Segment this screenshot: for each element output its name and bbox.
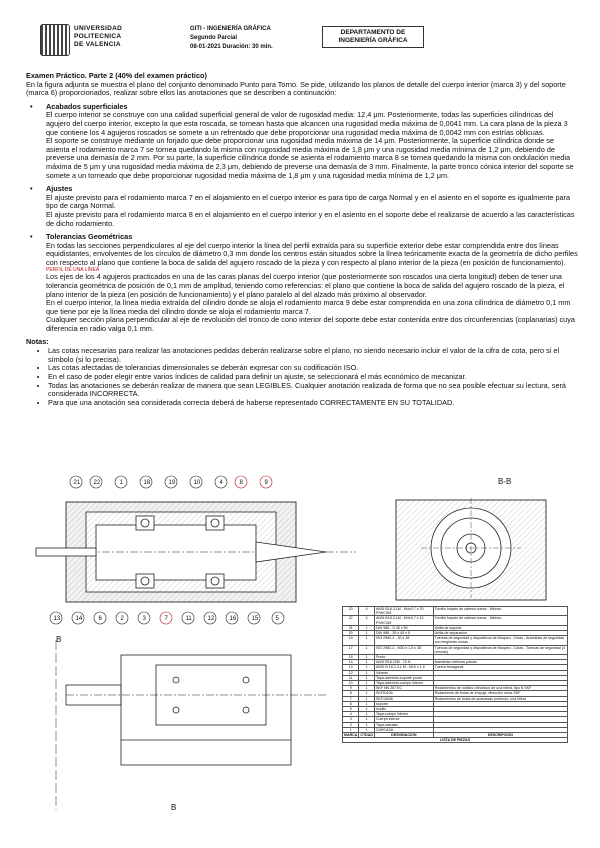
bom-cell: 12	[343, 670, 359, 675]
balloon-label: 3	[142, 616, 146, 622]
bom-cell: Tornillo forjado de cabeza hueca - Métrico	[433, 616, 567, 625]
section-paragraph: Los ejes de los 4 agujeros practicados en una de las caras planas del cuerpo interior (que posteriormente son roscados una cierta longitud) deben de tener una tolerancia geométrica de posición de 0,1 mm de amplitud, teniendo como referencias: el plano que contiene la boca de salida del agujero roscado de la pieza, el plano interior de la pieza (en posición de funcionamiento) y el plano paralelo al del alzado más próximo al observador.	[46, 272, 565, 299]
bom-cell: Punto	[374, 655, 433, 660]
bom-row	[343, 636, 568, 645]
bom-cell: 1	[359, 681, 375, 686]
note-item: • Para que una anotación sea considerada correcta deberá de haberse representado CORRECTAMENTE EN SU TOTALIDAD.	[48, 399, 578, 408]
bom-cell: Tornillo forjado de cabeza hueca - Métrico	[433, 607, 567, 616]
bom-cell: 14	[343, 660, 359, 665]
bom-cell: SKF16006	[374, 696, 433, 701]
bom-cell: 9	[343, 686, 359, 691]
upv-logo	[40, 22, 150, 56]
bom-footer-row	[343, 738, 568, 743]
bom-cell: 3	[343, 717, 359, 722]
section-title: Acabados superficiales	[46, 101, 128, 111]
section-title: Tolerancias Geométricas	[46, 232, 133, 242]
bullet-icon: •	[30, 184, 33, 194]
handwritten-profile-note: PERFIL DE UNA LÍNEA	[46, 267, 100, 274]
bom-header-cell: DESIGNACION	[374, 733, 433, 738]
bom-cell: 17	[343, 645, 359, 654]
bom-cell: husillo	[374, 707, 433, 712]
section-paragraph: En todas las secciones perpendiculares al eje del cuerpo interior la línea del perfil extraída para su superficie exterior debe estar comprendida entre dos líneas equidistantes, envolventes de los círculos de diámetro 0,3 mm donde los centros están situados sobre la línea teóricamente exacta de la geometría de dicho perfiles con respecto al plano que contiene la boca de salida del agujero roscado de la pieza y con respecto al plano interior de la pieza (en posición de funcionamiento).	[46, 240, 578, 267]
balloon-label: 12	[207, 616, 215, 622]
university-line-2: POLITECNICA	[74, 33, 122, 40]
bom-cell: 1	[359, 717, 375, 722]
section-marker-top: B	[56, 635, 62, 644]
bom-cell: Tuercas de seguridad y dispositivos de bloqueo - Cotas - Tuercas de seguridad (4 renuras)	[433, 645, 567, 654]
upv-seal-icon	[40, 24, 70, 56]
bom-cell: 1	[359, 675, 375, 680]
bom-cell: Anilla de soporte	[433, 625, 567, 630]
balloon-label: 14	[75, 616, 83, 622]
bom-cell: 22	[343, 616, 359, 625]
bom-cell: 19	[343, 636, 359, 645]
bom-cell: 1	[359, 625, 375, 630]
department-line-1: DEPARTAMENTO DE	[340, 29, 406, 36]
department-line-2: INGENIERÍA GRÁFICA	[338, 37, 408, 44]
bom-cell: Tuerca hexagonal	[433, 665, 567, 670]
notes-list	[26, 347, 578, 407]
bom-cell: ANSI B18.22M - 10 N	[374, 660, 433, 665]
bom-cell: 23	[343, 607, 359, 616]
section-fits	[26, 185, 578, 228]
bom-cell: 1	[359, 712, 375, 717]
exam-intro: En la figura adjunta se muestra el plano del conjunto denominado Punto para Torno. Se pide, utilizando los planos de detalle del cuerpo interior (marca 3) y del soporte (marca 6) proporcionados, realizar sobre ellos las anotaciones que se describen a continuación:	[26, 79, 566, 98]
bom-cell: 1	[359, 636, 375, 645]
balloon-group-bottom	[50, 612, 284, 624]
balloon-label: 9	[264, 480, 268, 486]
bom-cell: DIN 988 - 35 x 45 x 5	[374, 631, 433, 636]
bom-cell: 13	[343, 665, 359, 670]
bom-cell: SKF NN 287 EC	[374, 686, 433, 691]
balloon-label: 15	[251, 616, 259, 622]
bom-cell: 1	[359, 686, 375, 691]
bom-cell: 1	[359, 696, 375, 701]
bom-cell: Anilla de separación	[433, 631, 567, 636]
note-item: • Todas las anotaciones se deberán realizar de manera que sean LEGIBLES. Cualquier anotación realizada de forma que no sea posible efectuar su lectura, será considerada INCORRECTA.	[48, 382, 578, 399]
note-item: • Las cotas necesarias para realizar las anotaciones pedidas deberán realizarse sobre el plano, no siendo necesario incluir el valor de la cifra de cota, pero si el símbolo (si lo precisa).	[48, 347, 578, 364]
bom-header-cell: CTDAD	[360, 733, 373, 738]
bom-cell: Tapa-laberinto-cuerpo interior	[374, 681, 433, 686]
bom-cell: 1	[359, 701, 375, 706]
bom-cell: 1	[359, 707, 375, 712]
section-paragraph: El ajuste previsto para el rodamiento marca 8 en el alojamiento en el cuerpo interior y en el asiento en el soporte debe el realizarse de acuerdo a las características de dicho rodamiento.	[46, 209, 575, 228]
bom-header-cell: MARCA	[344, 733, 358, 738]
balloon-label: 1	[119, 480, 123, 486]
bom-table	[342, 606, 568, 743]
bom-cell: soporte	[374, 701, 433, 706]
bom-cell: 4	[359, 616, 375, 625]
bom-cell: CARCASA	[374, 727, 433, 732]
view-label: B-B	[498, 477, 512, 486]
section-surface-finish	[26, 103, 578, 180]
section-geometric-tolerances	[26, 233, 578, 334]
section-paragraph: El ajuste previsto para el rodamiento marca 7 en el alojamiento en el cuerpo interior es para tipo de carga Normal y en el asiento en el soporte es igualmente para tipo de carga Normal.	[46, 192, 571, 211]
course-name: GITI - INGENIERÍA GRÁFICA	[190, 26, 271, 32]
balloon-label: 16	[229, 616, 237, 622]
section-paragraph: En el cuerpo interior, la línea media extraída del cilindro donde se aloja el rodamiento marca 9 debe estar comprendida en una zona cilíndrica de diámetro 0,1 mm que tiene por eje la línea media del cilindro donde se aloja el rodamiento marca 7.	[46, 298, 571, 316]
balloon-label: 18	[143, 480, 151, 486]
balloon-label: 11	[185, 616, 192, 622]
bom-cell: 1	[359, 665, 375, 670]
balloon-label: 21	[73, 480, 81, 486]
bom-cell: 10	[343, 681, 359, 686]
bom-row	[343, 616, 568, 625]
section-title: Ajustes	[46, 184, 73, 194]
bom-cell: 11	[343, 675, 359, 680]
notes-title: Notas:	[26, 336, 49, 346]
bom-cell: Volante	[374, 670, 433, 675]
bom-cell: arandelas métricas planas	[433, 660, 567, 665]
exam-date: 08-01-2021 Duración: 30 min.	[190, 44, 273, 50]
bom-cell: 1	[359, 691, 375, 696]
bom-cell: 4	[343, 712, 359, 717]
exam-title: Examen Práctico. Parte 2 (40% del examen práctico)	[26, 71, 207, 80]
bom-cell: 8	[343, 691, 359, 696]
front-view	[56, 640, 326, 810]
bom-cell: 15	[343, 655, 359, 660]
bom-cell: Rodamientos de rodillos cilíndricos de una hilera, tipo N SKF	[433, 686, 567, 691]
bullet-icon: •	[30, 101, 33, 111]
bom-cell: DIN 988 - S 45 x 55	[374, 625, 433, 630]
balloon-label: 6	[98, 616, 102, 622]
balloon-label: 19	[168, 480, 176, 486]
university-line-1: UNIVERSIDAD	[74, 25, 123, 32]
balloon-label: 10	[193, 480, 201, 486]
bom-cell: SKF51106	[374, 691, 433, 696]
exam-name: Segundo Parcial	[190, 35, 238, 41]
bom-cell: Tuercas de seguridad y dispositivos de bloqueo - Cotas - Arandelas de seguridad con lengüetas rectas	[433, 636, 567, 645]
department-box	[322, 26, 424, 48]
balloon-label: 22	[93, 480, 101, 486]
balloon-label: 7	[164, 616, 168, 622]
balloon-label: 8	[239, 480, 243, 486]
bom-cell: 1	[359, 655, 375, 660]
course-info	[190, 25, 273, 52]
balloon-group-top	[70, 476, 272, 488]
bom-cell: 4	[359, 607, 375, 616]
section-marker-bottom: B	[171, 803, 177, 812]
bom-row	[343, 607, 568, 616]
section-paragraph: El soporte se construye mediante un forjado que debe proporcionar una rugosidad media máxima de 14 μm. Posteriormente, la superficie cilíndrica donde se asienta el rodamiento marca 7 se tornea quedando la misma con rugosidad media máxima de 1,8 μm y una rugosidad media mínima de 1,2 μm, debiendo de preverse una demasía de 2 mm. Por su parte, la superficie cilíndrica donde se asienta el rodamiento marca 8 se tornea quedando la misma con ondulación media máxima de 5 μm y una rugosidad media máxima de 2,3 μm, debiendo de preverse una demasía de 3 mm. Finalmente, la parte tronco cónica interior del soporte se somete a un torneado que debe proporcionar rugosidad media máxima de 1,8 μm y una rugosidad media mínima de 1,2 μm.	[46, 136, 574, 180]
bullet-icon: •	[30, 232, 33, 242]
bom-cell: ANSI B18.3.1M - M4x0,7 x 20, PSHCSM	[374, 607, 433, 616]
balloon-label: 2	[120, 616, 124, 622]
balloon-label: 13	[53, 616, 61, 622]
bom-row	[343, 645, 568, 654]
bom-cell: ISO 2982-2 - M30 x 1,5 x 38	[374, 645, 433, 654]
bom-cell: Rodamiento de bolas de empuje, dirección única SKF	[433, 691, 567, 696]
bom-cell: 20	[343, 631, 359, 636]
bom-cell: 7	[343, 696, 359, 701]
bom-cell: 5	[343, 707, 359, 712]
bom-cell: 21	[343, 625, 359, 630]
bom-cell: ANSI B 18.2.4.1 M - M10 x 1,5	[374, 665, 433, 670]
bom-cell: ANSI B18.3.1M - M4x0,7 x 12, PSHCSM	[374, 616, 433, 625]
note-item: • En el caso de poder elegir entre varios índices de calidad para definir un ajuste, se seleccionará el más económico de mecanizar.	[48, 373, 578, 382]
bom-cell: 1	[359, 631, 375, 636]
section-paragraph: El cuerpo interior se construye con una calidad superficial general de valor de rugosidad media: 12,4 μm. Posteriormente, todas las superficies cilíndricas del agujero del cuerpo interior, excepto la que esta roscada, se tornean hasta que alcancen una rugosidad media máxima de 0,0041 mm. La cara plana de la pieza 3 que contiene los 4 agujeros roscados se somete a un refrentado que debe proporcionar una rugosidad media máxima de 0,0042 mm con estrías oblicuas.	[46, 110, 568, 137]
bom-cell: Cuerpo interior	[374, 717, 433, 722]
exam-body	[26, 72, 578, 407]
bom-cell: 1	[359, 660, 375, 665]
university-line-3: DE VALENCIA	[74, 41, 121, 48]
bom-cell: 6	[343, 701, 359, 706]
bom-footer: LISTA DE PIEZAS	[343, 738, 568, 743]
section-view	[36, 502, 356, 602]
balloon-label: 5	[275, 616, 279, 622]
bom-cell: Tapa-laberinto-soporte punto	[374, 675, 433, 680]
bom-cell: Tapa-carcasa	[374, 722, 433, 727]
bom-cell: 1	[359, 670, 375, 675]
bom-cell: ISO 2982-2 - 30 x 38	[374, 636, 433, 645]
bom-cell: 1	[359, 645, 375, 654]
side-view	[396, 498, 546, 600]
note-item: • Las cotas afectadas de tolerancias dimensionales se deberán expresar con su codificación ISO.	[48, 364, 578, 373]
bom-cell: 1	[343, 727, 359, 732]
balloon-label: 4	[219, 480, 223, 486]
university-name	[74, 25, 122, 49]
bom-cell: Rodamientos de bolas de acanalado profundo, una hilera	[433, 696, 567, 701]
bom-cell: 2	[343, 722, 359, 727]
bom-header-cell: DESCRIPCIÓN	[433, 733, 567, 738]
page-header	[40, 22, 560, 58]
bom-cell: 1	[359, 722, 375, 727]
bom-cell: Tapa-cuerpo interior	[374, 712, 433, 717]
bom-cell: 1	[359, 727, 375, 732]
section-paragraph: Cualquier sección plana perpendicular al eje de revolución del tronco de cono interior del soporte debe estar contenida entre dos circunferencias (coplanarias) cuya diferencia en radio valga 0,1 mm.	[46, 315, 575, 334]
